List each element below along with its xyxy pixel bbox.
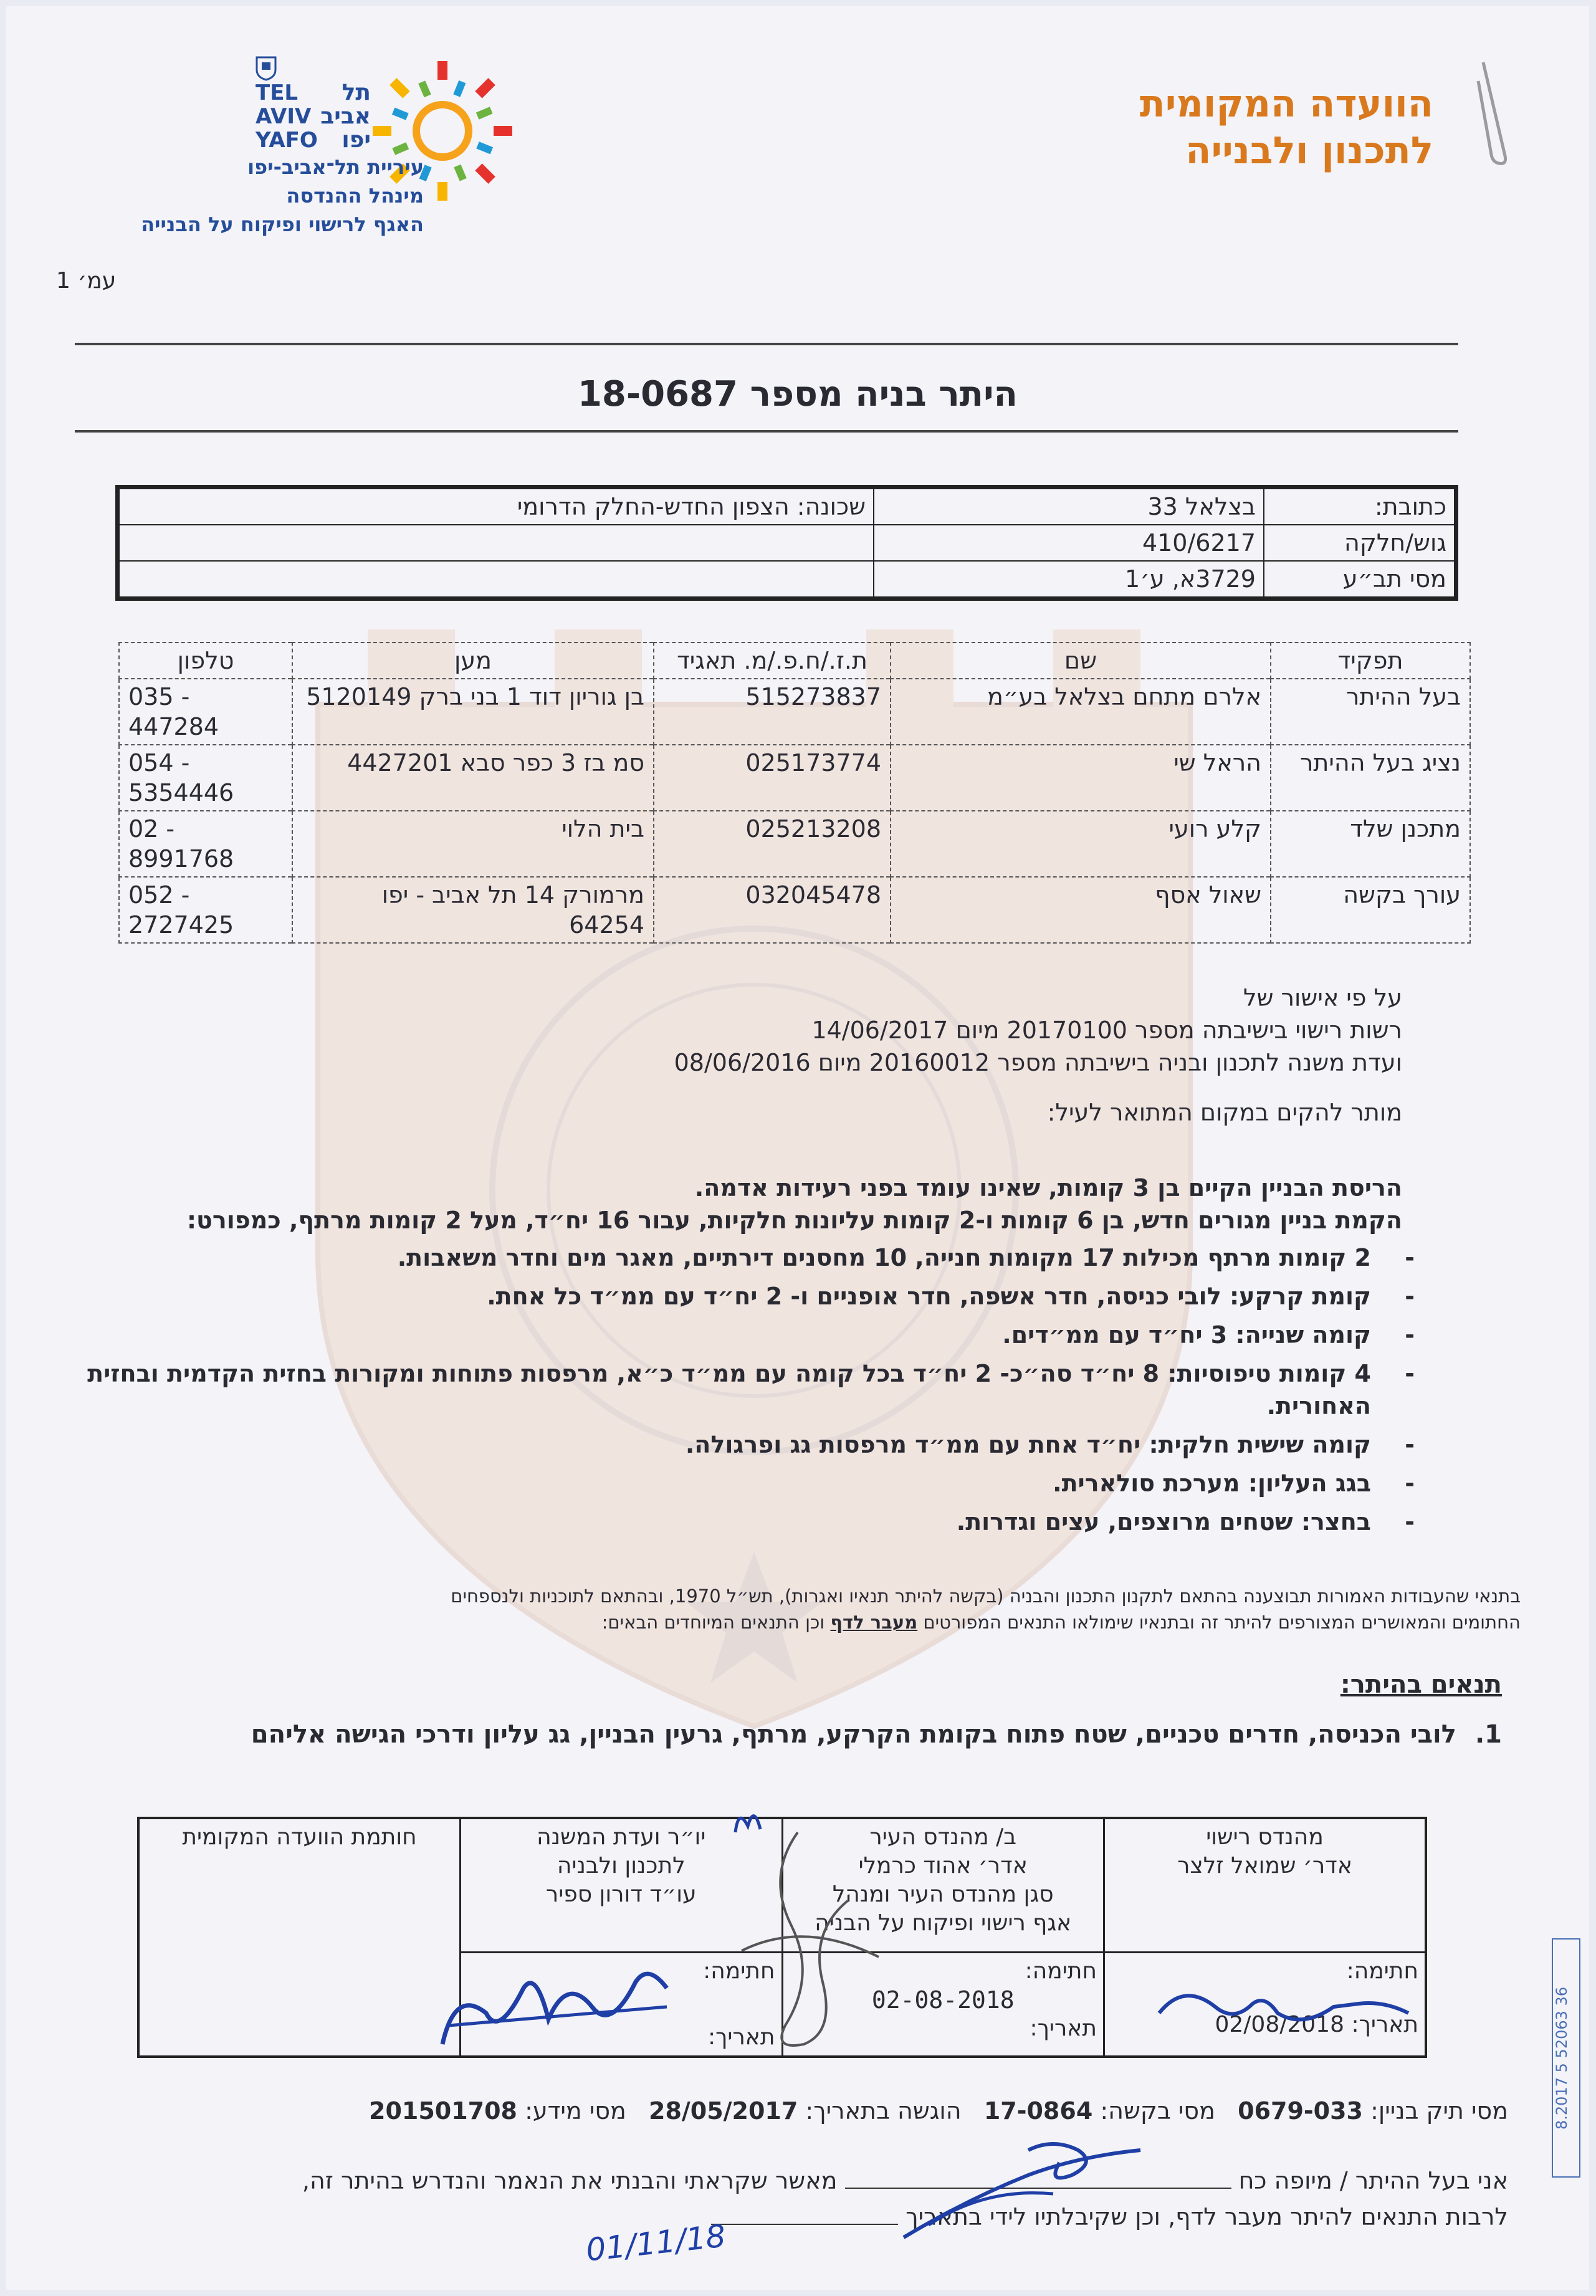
- handwritten-signature: [1147, 1969, 1433, 2038]
- file-number: 0679-033: [1238, 2097, 1363, 2125]
- logo-he-tel: תל: [342, 80, 371, 105]
- party-role: עורך בקשה: [1271, 877, 1470, 943]
- party-role: מתכנן שלד: [1271, 811, 1470, 877]
- sig-line: לתכנון ולבניה: [557, 1853, 686, 1878]
- plan-number-label: מסי תב״ע: [1264, 561, 1456, 599]
- sig-name: עו״ד דורון ספיר: [545, 1882, 697, 1907]
- municipality-logo: [75, 56, 523, 262]
- party-id: 515273837: [654, 679, 891, 745]
- list-item: - 2 קומות מרתף מכילות 17 מקומות חנייה, 10 מחסנים דירתיים, מאגר מים וחדר משאבות.: [397, 1244, 1415, 1271]
- list-item: - בחצר: שטחים מרוצפים, עצים וגדרות.: [956, 1508, 1415, 1536]
- table-row: [119, 877, 1470, 943]
- logo-he-aviv: אביב: [320, 103, 371, 129]
- party-id: 025213208: [654, 811, 891, 877]
- handwritten-signature: [891, 2125, 1153, 2250]
- party-address: בן גוריון דוד 1 בני ברק 5120149: [292, 679, 654, 745]
- title-rule-top: [75, 343, 1458, 345]
- page-number: עמ׳ 1: [56, 268, 117, 294]
- sig-name: אדר׳ אהוד כרמלי: [858, 1853, 1028, 1878]
- request-number: 17-0864: [983, 2097, 1093, 2125]
- party-name: הראל שי: [891, 745, 1271, 811]
- demolition-text: הריסת הבניין הקיים בן 3 קומות, שאינו עומד בפני רעידות אדמה.: [694, 1174, 1402, 1202]
- paperclip-icon: [1471, 56, 1514, 168]
- committee-header: [1140, 81, 1433, 175]
- list-item: - בגג העליון: מערכת סולארית.: [1053, 1470, 1415, 1497]
- party-role: בעל ההיתר: [1271, 679, 1470, 745]
- header-role: תפקיד: [1271, 643, 1470, 679]
- address-label: כתובת:: [1264, 487, 1456, 525]
- party-address: בית הלוי: [292, 811, 654, 877]
- party-id: 032045478: [654, 877, 891, 943]
- sig-date: 02/08/2018: [1215, 2011, 1344, 2037]
- list-item: - 4 קומות טיפוסיות: 8 יח״ד סה״כ- 2 יח״ד בכל קומה עם ממ״ד כ״א, מרפסות פתוחות ומקורות בחזית הקדמית ובחזית האחורית.: [87, 1360, 1415, 1420]
- signature-box: חתימה: תאריך:: [461, 1952, 783, 2057]
- approval-intro: על פי אישור של: [1243, 984, 1402, 1012]
- address-row: [118, 487, 1456, 525]
- works-list: [0, 1241, 1415, 1538]
- committee-line-1: הוועדה המקומית: [1139, 82, 1433, 126]
- table-row: [119, 745, 1470, 811]
- permitted-text: מותר להקים במקום המתואר לעיל:: [1047, 1099, 1402, 1126]
- empty-cell: [118, 525, 874, 561]
- next-page-link[interactable]: מעבר לדף: [830, 1612, 918, 1633]
- title-rule-bottom: [75, 430, 1458, 433]
- party-address: סמ בז 3 כפר סבא 4427201: [292, 745, 654, 811]
- submitted-date: 28/05/2017: [649, 2097, 798, 2125]
- sig-name: אדר׳ שמואל זלצר: [1177, 1853, 1352, 1878]
- block-parcel-row: [118, 525, 1456, 561]
- initials-mark: [729, 1801, 767, 1839]
- sig-role: סגן מהנדס העיר ומנהל: [832, 1882, 1054, 1907]
- logo-en-yafo: YAFO: [256, 128, 318, 153]
- licensing-authority-meeting: רשות רישוי בישיבתה מספר 20170100 מיום 14/06/2017: [811, 1016, 1402, 1044]
- city-crest-icon: [256, 56, 277, 81]
- party-phone: 054 - 5354446: [119, 745, 292, 811]
- block-parcel-label: גוש/חלקה: [1264, 525, 1456, 561]
- sig-date-stamp: 02-08-2018: [871, 1986, 1015, 2014]
- engineering-department: מינהל ההנדסה: [286, 184, 424, 208]
- list-item: - קומה שישית חלקית: יח״ד אחת עם ממ״ד מרפסות גג ופרגולה.: [685, 1431, 1415, 1458]
- handwritten-date: 01/11/18: [584, 2217, 727, 2269]
- sig-title: מהנדס רישוי: [1206, 1824, 1324, 1850]
- approval-block: [218, 982, 1402, 1129]
- address-value: בצלאל 33: [874, 487, 1264, 525]
- sig-title: יו״ר ועדת המשנה: [537, 1824, 706, 1850]
- party-phone: 02 - 8991768: [119, 811, 292, 877]
- permit-document: [6, 6, 1589, 2290]
- plan-number-value: 3729א, ע׳1: [874, 561, 1264, 599]
- header-id: ת.ז./ח.פ./מ. תאגיד: [654, 643, 891, 679]
- party-name: קלע רועי: [891, 811, 1271, 877]
- sig-title: חותמת הוועדה המקומית: [182, 1824, 417, 1850]
- logo-en-tel: TEL: [256, 80, 299, 105]
- committee-line-2: לתכנון ולבנייה: [1185, 129, 1433, 173]
- sig-title: ב/ מהנדס העיר: [869, 1824, 1017, 1850]
- header-address: מען: [292, 643, 654, 679]
- address-table: [115, 485, 1458, 601]
- info-number: 201501708: [369, 2097, 517, 2125]
- conditions-line-2: החתומים והמאושרים המצורפים להיתר זה ובתנאיו שימולאו התנאים המפורטים מעבר לדף וכן התנאים המיוחדים הבאים:: [601, 1612, 1521, 1633]
- parties-table: [118, 642, 1471, 944]
- subcommittee-meeting: ועדת משנה לתכנון ובניה בישיבתה מספר 20160012 מיום 08/06/2016: [674, 1049, 1402, 1076]
- committee-stamp-cell: [138, 1818, 461, 2057]
- list-item: - קומת קרקע: לובי כניסה, חדר אשפה, חדר אופניים ו- 2 יח״ד עם ממ״ד כל אחת.: [487, 1283, 1415, 1310]
- table-row: [119, 679, 1470, 745]
- party-role: נציג בעל ההיתר: [1271, 745, 1470, 811]
- neighborhood-value: שכונה: הצפון החדש-החלק הדרומי: [118, 487, 874, 525]
- works-description: [0, 1172, 1415, 1544]
- party-phone: 035 - 447284: [119, 679, 292, 745]
- party-name: שאול אסף: [891, 877, 1271, 943]
- sig-role: אגף רישוי ופיקוח על הבניה: [815, 1910, 1072, 1936]
- table-row: [119, 811, 1470, 877]
- signature-box: חתימה: 02-08-2018 תאריך:: [782, 1952, 1104, 2057]
- party-name: אלרם מתחם בצלאל בע״מ: [891, 679, 1271, 745]
- header-name: שם: [891, 643, 1271, 679]
- declaration: אני בעל ההיתר / מיופה כח מאשר שקראתי והבנתי את הנאמר והנדרש בהיתר זה, לרבות התנאים להיתר מעבר לדף, וכן שקיבלתיו לידי בתאריך: [302, 2167, 1508, 2231]
- header-phone: טלפון: [119, 643, 292, 679]
- file-info: מסי תיק בניין: 0679-033 מסי בקשה: 17-0864 הוגשה בתאריך: 28/05/2017 מסי מידע: 201501708: [369, 2097, 1508, 2125]
- party-phone: 052 - 2727425: [119, 877, 292, 943]
- licensing-division: האגף לרישוי ופיקוח על הבנייה: [141, 213, 424, 236]
- conditions-line-1: בתנאי שהעבודות האמורות תבוצענה בהתאם לתקנון התכנון והבניה (בקשה להיתר תנאיו ואגרות), תש״ל 1970, ובהתאם לתוכניות ולנספחים: [451, 1586, 1521, 1607]
- licensing-engineer-cell: [1104, 1818, 1426, 1952]
- handwritten-signature: [430, 1951, 679, 2057]
- handwritten-signature: [729, 1826, 891, 2063]
- municipality-name: עיריית תל־אביב-יפו: [247, 155, 424, 179]
- party-address: מרמורק 14 תל אביב - יפו 64254: [292, 877, 654, 943]
- permit-condition-1: 1.לובי הכניסה, חדרים טכניים, שטח פתוח בקומת הקרקע, מרתף, גרעין הבניין, גג עליון ודרכי הגישה אליהם: [251, 1720, 1502, 1749]
- signature-box: חתימה: תאריך: 02/08/2018: [1104, 1952, 1426, 2057]
- logo-en-aviv: AVIV: [256, 104, 312, 129]
- block-parcel-value: 410/6217: [874, 525, 1264, 561]
- receipt-stamp: 36 52063 5 8.2017: [1552, 1938, 1580, 2178]
- parties-header-row: [119, 643, 1470, 679]
- logo-he-yafo: יפו: [342, 127, 371, 153]
- permit-conditions-heading: תנאים בהיתר:: [1340, 1670, 1502, 1699]
- party-id: 025173774: [654, 745, 891, 811]
- conditions-paragraph: [69, 1583, 1521, 1635]
- empty-cell: [118, 561, 874, 599]
- construction-text: הקמת בניין מגורים חדש, בן 6 קומות ו-2 קומות עליונות חלקיות, עבור 16 יח״ד, מעל 2 קומות מרתף, כמפורט:: [186, 1207, 1402, 1234]
- list-item: - קומה שנייה: 3 יח״ד עם ממ״דים.: [1002, 1321, 1415, 1349]
- permit-title: היתר בניה מספר 18-0687: [577, 374, 1018, 414]
- plan-number-row: [118, 561, 1456, 599]
